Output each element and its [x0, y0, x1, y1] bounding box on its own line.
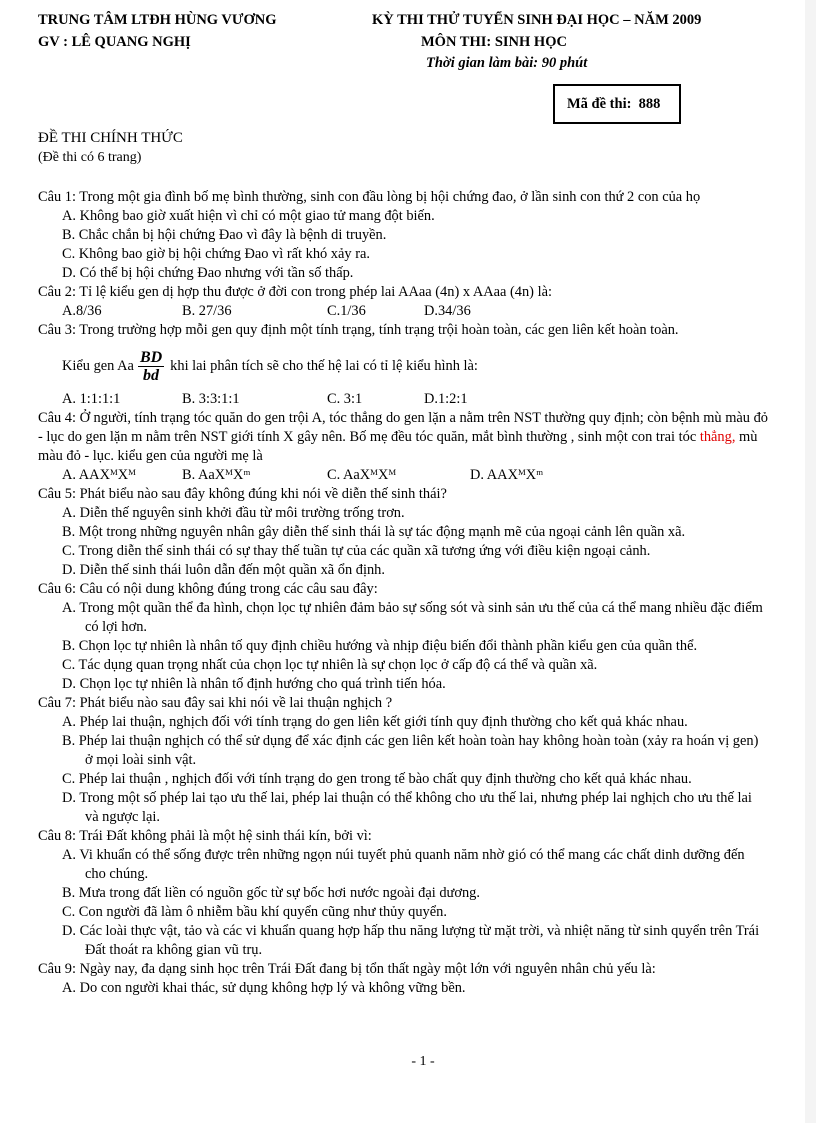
question-3-stem: Câu 3: Trong trường hợp mỗi gen quy định một tính trạng, tính trạng trội hoàn toàn, các gen liên kết hoàn toàn. — [38, 322, 679, 338]
question-4-option-b: B. AaXᴹXᵐ — [182, 467, 251, 483]
question-5 — [38, 485, 768, 580]
question-2 — [38, 283, 768, 321]
question-4 — [38, 409, 768, 485]
question-4-stem-part-1: Câu 4: Ở người, tính trạng tóc quăn do gen trội A, tóc thẳng do gen lặn a nằm trên NST thường quy định; còn bệnh mù màu đỏ - lục do gen lặn m nằm trên NST giới tính X gây nên. Bố mẹ đều tóc quăn, mắt bình thường , sinh một con trai tóc — [38, 410, 768, 445]
question-3-options — [38, 390, 768, 409]
question-5-option-d: D. Diễn thế sinh thái luôn dẫn đến một quần xã ổn định. — [62, 562, 385, 578]
question-4-option-d: D. AAXᴹXᵐ — [470, 467, 544, 483]
formula-suffix: khi lai phân tích sẽ cho thế hệ lai có tỉ lệ kiểu hình là: — [170, 357, 478, 374]
exam-code-box — [553, 84, 681, 124]
question-4-option-c: C. AaXᴹXᴹ — [327, 467, 397, 483]
question-list — [38, 188, 768, 998]
question-4-option-a: A. AAXᴹXᴹ — [62, 467, 136, 483]
question-2-option-b: B. 27/36 — [182, 303, 232, 319]
question-7 — [38, 694, 768, 827]
exam-code: Mã đề thi: 888 — [567, 95, 661, 112]
question-8-stem: Câu 8: Trái Đất không phải là một hệ sinh thái kín, bởi vì: — [38, 828, 372, 844]
question-8-option-a: A. Vi khuẩn có thể sống được trên những ngọn núi tuyết phủ quanh năm nhờ gió có thể mang các chất dinh dưỡng đến cho chúng. — [62, 847, 745, 882]
question-7-option-a: A. Phép lai thuận, nghịch đối với tính trạng do gen liên kết giới tính quy định thường cho kết quả khác nhau. — [62, 714, 688, 730]
question-2-options — [38, 302, 768, 321]
question-8-option-c: C. Con người đã làm ô nhiễm bầu khí quyển cũng như thủy quyển. — [62, 904, 447, 920]
question-1-option-b: B. Chắc chắn bị hội chứng Đao vì đây là bệnh di truyền. — [62, 227, 387, 243]
subject-title: MÔN THI: SINH HỌC — [421, 34, 567, 50]
question-6 — [38, 580, 768, 694]
question-5-option-c: C. Trong diễn thế sinh thái có sự thay thế tuần tự của các quần xã tương ứng với điều kiện ngoại cảnh. — [62, 543, 651, 559]
official-exam-label: ĐỀ THI CHÍNH THỨC — [38, 130, 183, 146]
exam-title: KỲ THI THỬ TUYỂN SINH ĐẠI HỌC – NĂM 2009 — [372, 12, 702, 28]
question-3 — [38, 321, 768, 409]
question-3-option-c: C. 3:1 — [327, 391, 363, 407]
question-1-option-a: A. Không bao giờ xuất hiện vì chỉ có một giao tử mang đột biến. — [62, 208, 435, 224]
question-1-option-c: C. Không bao giờ bị hội chứng Đao vì rất khó xảy ra. — [62, 246, 370, 262]
question-6-option-a: A. Trong một quần thể đa hình, chọn lọc tự nhiên đảm bảo sự sống sót và sinh sản ưu thế của cá thể mang nhiều đặc điểm có lợi hơn. — [62, 600, 763, 635]
question-9-stem: Câu 9: Ngày nay, đa dạng sinh học trên Trái Đất đang bị tổn thất ngày một lớn với nguyên nhân chủ yếu là: — [38, 961, 656, 977]
exam-time: Thời gian làm bài: 90 phút — [426, 55, 588, 71]
question-4-stem-part-2: mù màu đỏ - lục. kiểu gen của người mẹ là — [38, 429, 758, 464]
question-8-option-b: B. Mưa trong đất liền có nguồn gốc từ sự bốc hơi nước ngoài đại dương. — [62, 885, 480, 901]
question-2-option-c: C.1/36 — [327, 303, 366, 319]
question-6-option-c: C. Tác dụng quan trọng nhất của chọn lọc tự nhiên là sự chọn lọc ở cấp độ cá thể và quần xã. — [62, 657, 598, 673]
question-2-option-d: D.34/36 — [424, 303, 471, 319]
question-5-option-b: B. Một trong những nguyên nhân gây diễn thế sinh thái là sự tác động mạnh mẽ của ngoại cảnh lên quần xã. — [62, 524, 686, 540]
question-6-stem: Câu 6: Câu có nội dung không đúng trong các câu sau đây: — [38, 581, 378, 597]
page-footer — [0, 1054, 816, 1070]
fraction-numerator: BD — [139, 348, 163, 366]
question-1 — [38, 188, 768, 283]
question-1-stem: Câu 1: Trong một gia đình bố mẹ bình thường, sinh con đầu lòng bị hội chứng đao, ở lần sinh con thứ 2 con của họ — [38, 189, 701, 205]
question-2-stem: Câu 2: Tỉ lệ kiểu gen dị hợp thu được ở đời con trong phép lai AAaa (4n) x AAaa (4n) là: — [38, 284, 552, 300]
question-8 — [38, 827, 768, 960]
fraction-denominator: bd — [143, 366, 160, 384]
page-number: - 1 - — [411, 1054, 435, 1069]
question-4-highlight: thẳng, — [699, 429, 736, 445]
question-3-option-a: A. 1:1:1:1 — [62, 391, 121, 407]
page-edge-shadow — [805, 0, 816, 1123]
question-3-option-b: B. 3:3:1:1 — [182, 391, 240, 407]
question-5-option-a: A. Diễn thế nguyên sinh khởi đầu từ môi trường trống trơn. — [62, 505, 405, 521]
question-3-option-d: D.1:2:1 — [424, 391, 468, 407]
question-8-option-d: D. Các loài thực vật, tảo và các vi khuẩn quang hợp hấp thu năng lượng từ mặt trời, và nhiệt năng từ sinh quyển trên Trái Đất thoát ra không gian vũ trụ. — [62, 923, 760, 958]
question-1-option-d: D. Có thể bị hội chứng Đao nhưng với tần số thấp. — [62, 265, 354, 281]
teacher-name: GV : LÊ QUANG NGHỊ — [38, 34, 191, 50]
question-6-option-b: B. Chọn lọc tự nhiên là nhân tố quy định chiều hướng và nhịp điệu biến đổi thành phần kiểu gen của quần thể. — [62, 638, 698, 654]
question-2-option-a: A.8/36 — [62, 303, 102, 319]
question-9 — [38, 960, 768, 998]
formula-prefix: Kiểu gen Aa — [62, 357, 134, 374]
page-count-note: (Đề thi có 6 trang) — [38, 150, 142, 165]
question-7-option-b: B. Phép lai thuận nghịch có thể sử dụng để xác định các gen liên kết hoàn toàn hay không hoàn toàn (xảy ra hoán vị gen) ở mọi loài sinh vật. — [62, 733, 759, 768]
school-name: TRUNG TÂM LTĐH HÙNG VƯƠNG — [38, 12, 277, 28]
question-7-option-d: D. Trong một số phép lai tạo ưu thế lai, phép lai thuận có thể không cho ưu thế lai, nhưng phép lai nghịch cho ưu thế lai và ngược lại. — [62, 790, 752, 825]
question-4-options — [38, 466, 768, 485]
question-7-option-c: C. Phép lai thuận , nghịch đối với tính trạng do gen trong tế bào chất quy định thường cho kết quả khác nhau. — [62, 771, 692, 787]
question-7-stem: Câu 7: Phát biểu nào sau đây sai khi nói về lai thuận nghịch ? — [38, 695, 393, 711]
question-5-stem: Câu 5: Phát biểu nào sau đây không đúng khi nói về diễn thế sinh thái? — [38, 486, 447, 502]
question-6-option-d: D. Chọn lọc tự nhiên là nhân tố định hướng cho quá trình tiến hóa. — [62, 676, 446, 692]
genotype-formula — [62, 344, 768, 388]
question-4-stem — [38, 409, 768, 466]
genotype-fraction — [138, 349, 164, 384]
question-9-option-a: A. Do con người khai thác, sử dụng không hợp lý và không vững bền. — [62, 980, 466, 996]
